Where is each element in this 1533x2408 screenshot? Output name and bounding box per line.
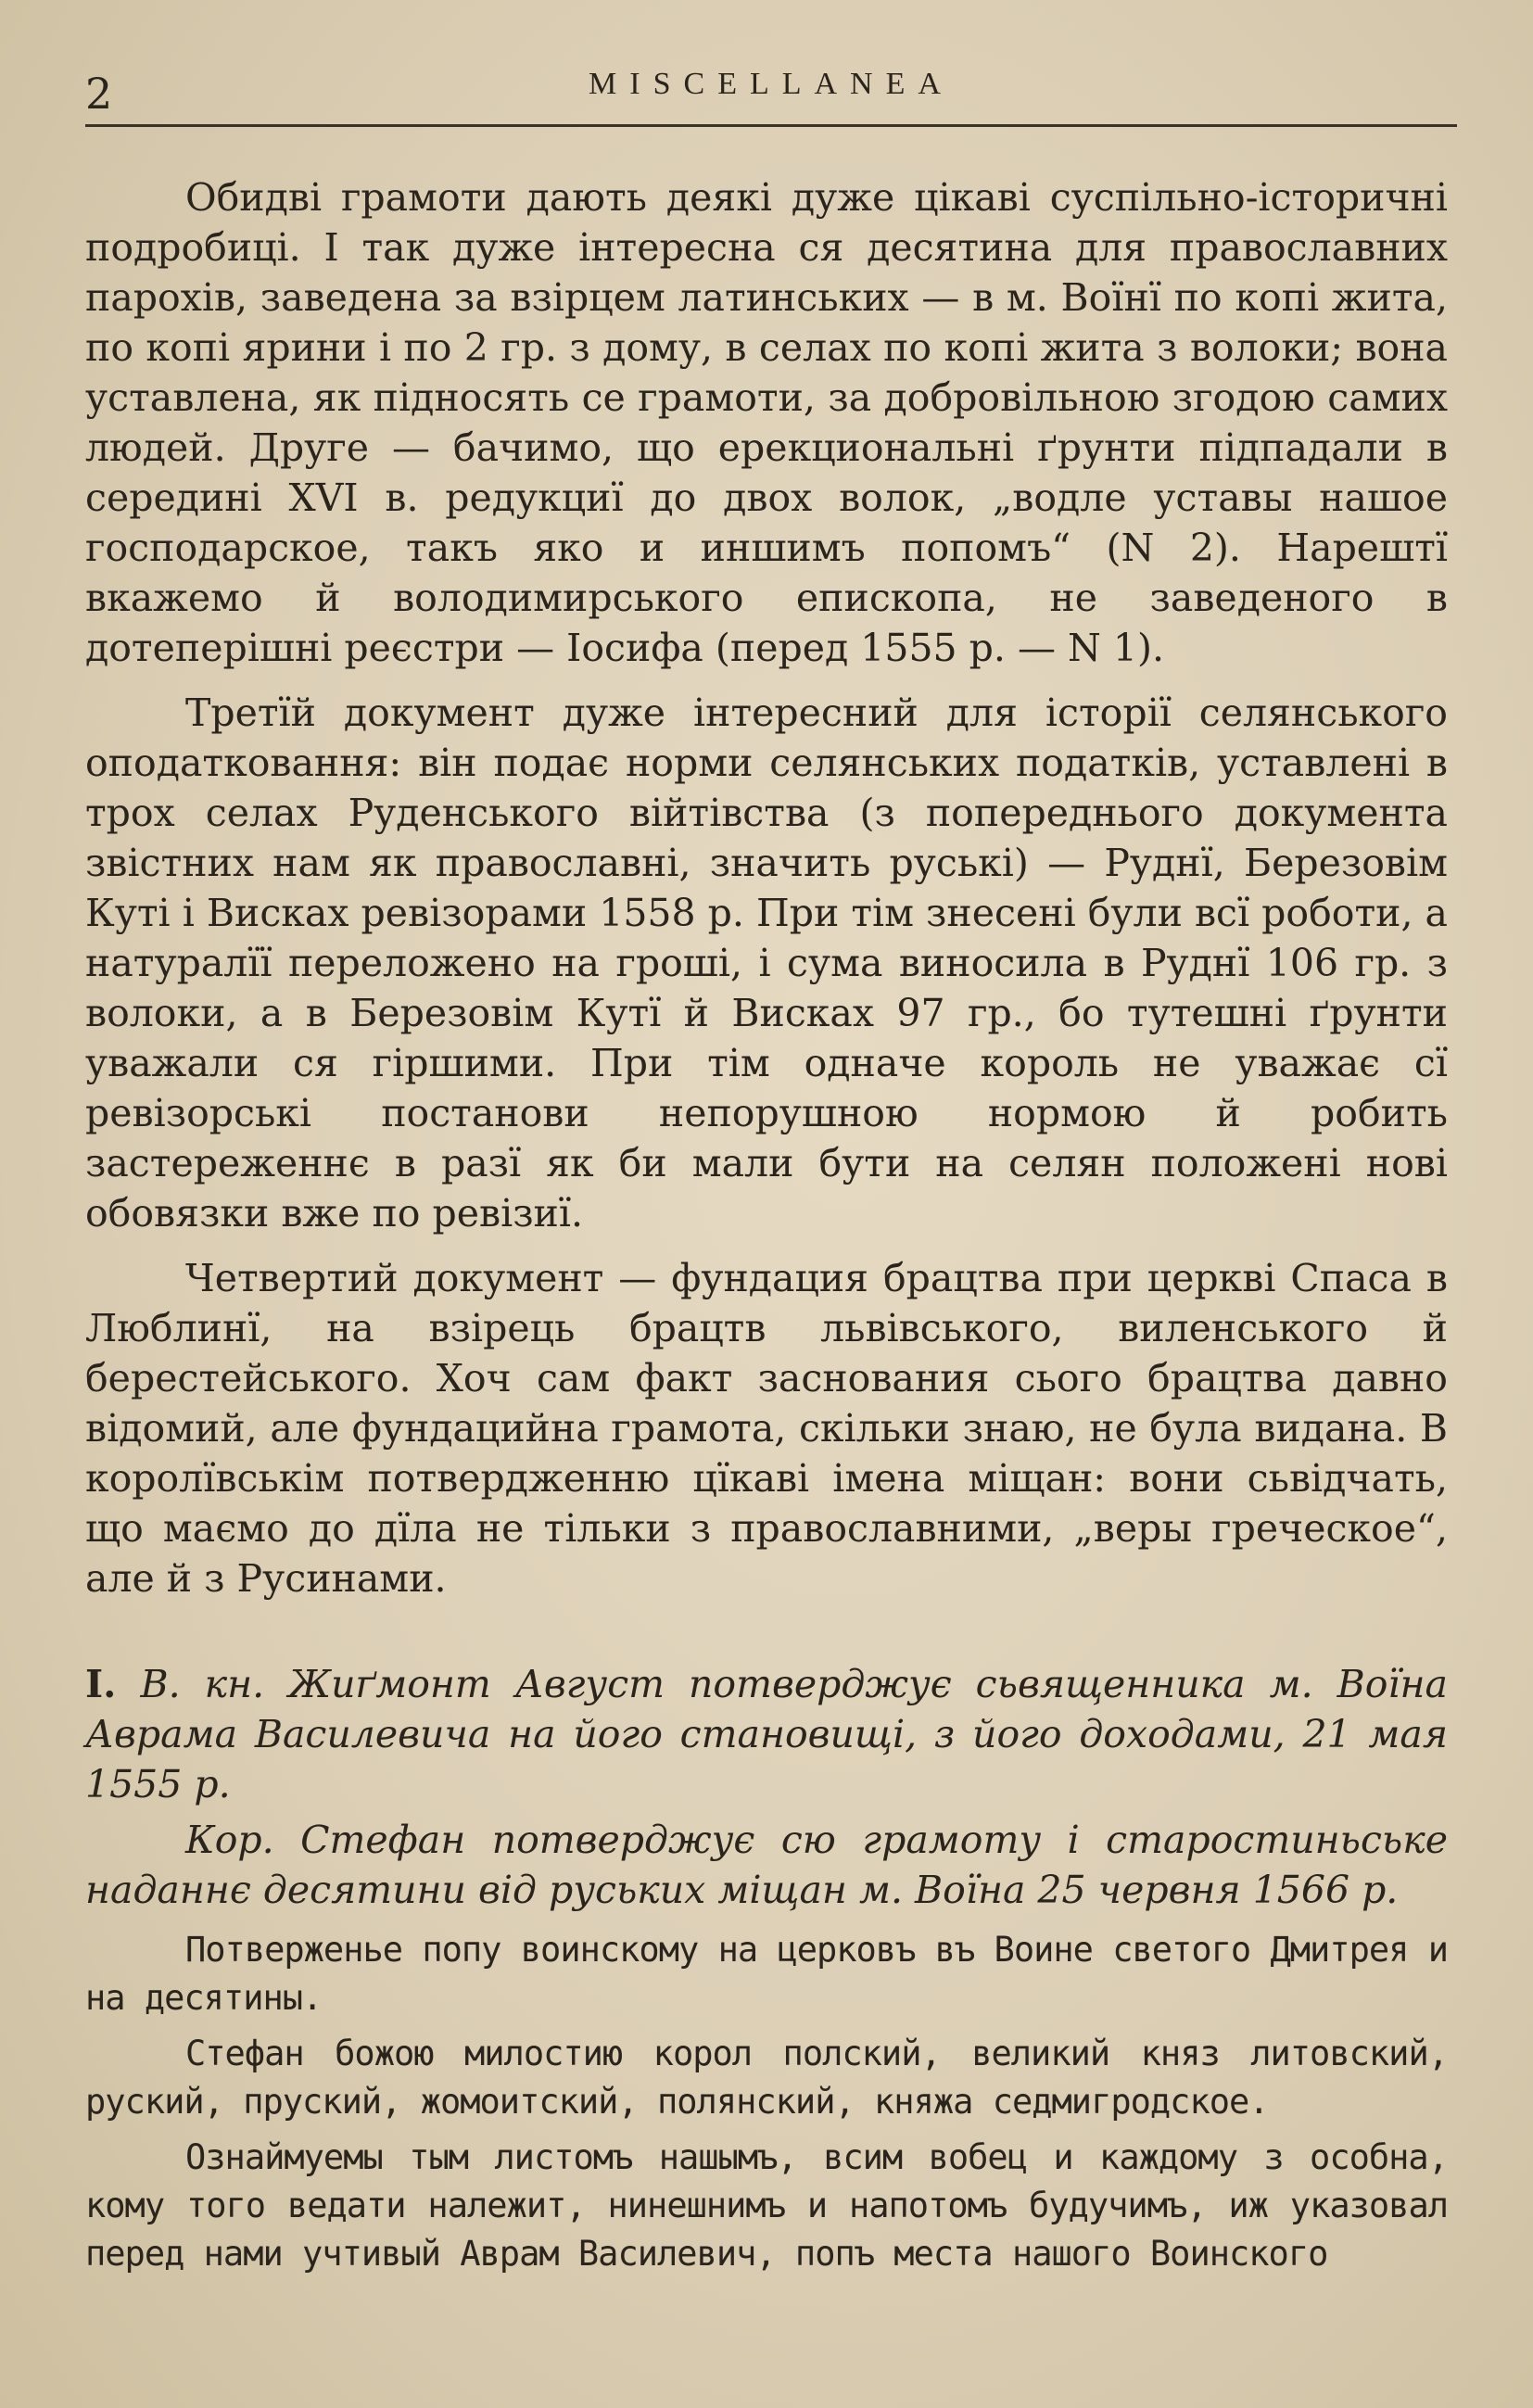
document-heading bbox=[85, 1659, 1448, 1920]
source-text bbox=[85, 1926, 1448, 2286]
paragraph: Обидві грамоти дають деякі дуже цікаві суспільно-історичні подробиці. І так дуже інтересна ся десятина для православних парохів, заведена за взірцем латинських — в м. Воїнї по копі жита, по копі ярини і по 2 гр. з дому, в селах по копі жита з волоки; вона уставлена, як підносять се грамоти, за добровільною згодою самих людей. Друге — бачимо, що ерекциональні ґрунти підпадали в середині XVI в. редукциї до двох волок, „водле уставы нашое господарское, такъ яко и иншимъ попомъ“ (N 2). Нарештї вкажемо й володимирського епископа, не заведеного в дотеперішні реєстри — Іосифа (перед 1555 р. — N 1). bbox=[85, 175, 1448, 670]
page-number: 2 bbox=[85, 69, 113, 119]
page-header bbox=[85, 63, 1457, 128]
source-paragraph: Ознаймуемы тым листомъ нашымъ, всим вобец и каждому з особна, кому того ведати належит, нинешнимъ и напотомъ будучимъ, иж указовал перед нами учтивый Аврам Василевич, попъ места нашого Воинского bbox=[85, 2137, 1448, 2274]
document-number: I. bbox=[85, 1662, 117, 1706]
paragraph: Четвертий документ — фундация брацтва при церкві Спаса в Люблинї, на взірець брацтв львівського, виленського й берестейського. Хоч сам факт заснования сього брацтва давно відомий, але фундацийна грамота, скільки знаю, не була видана. В королївськім потвердженню цїкаві імена міщан: вони сьвідчать, що маємо до дїла не тільки з православними, „веры греческое“, але й з Русинами. bbox=[85, 1256, 1448, 1601]
header-rule bbox=[85, 124, 1457, 127]
paragraph: Третїй документ дуже інтересний для історії селянського оподатковання: він подає норми селянських податків, уставлені в трох селах Руденського війтівства (з попереднього документа звістних нам як православні, значить руські) — Руднї, Березовім Куті і Висках ревізорами 1558 р. При тім знесені були всї роботи, а натуралїї переложено на гроші, і сума виносила в Руднї 106 гр. з волоки, а в Березовім Кутї й Висках 97 гр., бо тутешні ґрунти уважали ся гіршими. При тім одначе король не уважає сї ревізорські постанови непорушною нормою й робить застереженнє в разї як би мали бути на селян положені нові обовязки вже по ревізиї. bbox=[85, 691, 1448, 1236]
body-text bbox=[85, 172, 1448, 1618]
running-head: MISCELLANEA bbox=[589, 67, 954, 101]
source-paragraph: Стефан божою милостию корол полский, великий княз литовский, руский, пруский, жомоитский, полянский, княжа седмигродское. bbox=[85, 2034, 1448, 2122]
source-paragraph: Потверженье попу воинскому на церковъ въ Воине светого Дмитрея и на десятины. bbox=[85, 1930, 1448, 2018]
document-heading-text: В. кн. Жиґмонт Август потверджує сьвященника м. Воїна Аврама Василевича на його становищі, з його доходами, 21 мая 1555 р. bbox=[85, 1662, 1448, 1806]
document-title bbox=[85, 1659, 1448, 1809]
document-subheading: Кор. Стефан потверджує сю грамоту і старостиньське наданнє десятини від руських міщан м. Воїна 25 червня 1566 р. bbox=[85, 1818, 1448, 1912]
